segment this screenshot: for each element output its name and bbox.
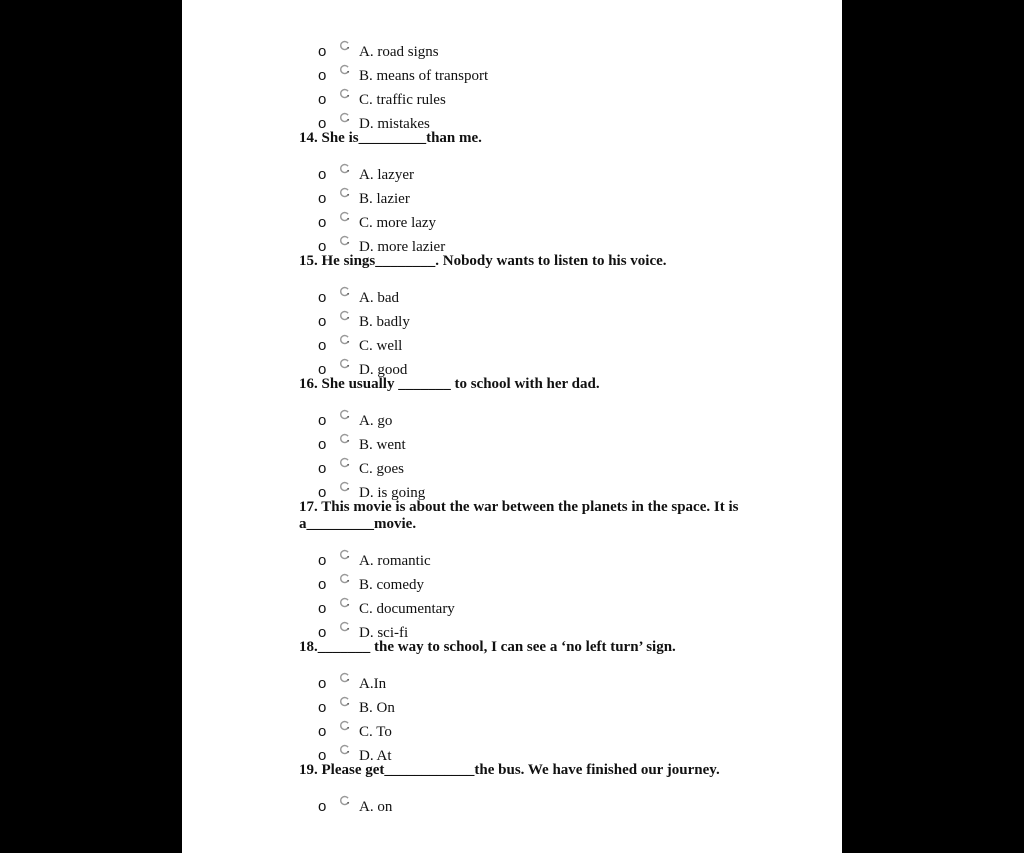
list-bullet: o xyxy=(318,361,327,378)
option-item[interactable] xyxy=(299,235,759,259)
option-label: A. on xyxy=(359,799,393,815)
list-bullet: o xyxy=(318,699,327,716)
list-bullet: o xyxy=(318,289,327,306)
option-label: C. well xyxy=(359,338,403,354)
option-item[interactable] xyxy=(299,187,759,211)
question-text: 19. Please get____________the bus. We have finished our journey. xyxy=(299,762,720,778)
option-label: D. is going xyxy=(359,485,426,501)
list-bullet: o xyxy=(318,313,327,330)
option-label: D. mistakes xyxy=(359,116,430,132)
list-bullet: o xyxy=(318,214,327,231)
option-list xyxy=(299,672,759,768)
option-label: A. go xyxy=(359,413,393,429)
radio-button-icon[interactable] xyxy=(339,795,350,806)
list-bullet: o xyxy=(318,190,327,207)
question-text: 17. This movie is about the war between the planets in the space. It is a_________movie. xyxy=(299,499,739,532)
option-label: D. sci-fi xyxy=(359,625,409,641)
option-label: C. traffic rules xyxy=(359,92,446,108)
document-page xyxy=(182,0,842,853)
option-label: C. To xyxy=(359,724,392,740)
radio-button-icon[interactable] xyxy=(339,358,350,369)
option-item[interactable] xyxy=(299,795,759,819)
radio-button-icon[interactable] xyxy=(339,672,350,683)
list-bullet: o xyxy=(318,675,327,692)
option-label: B. badly xyxy=(359,314,410,330)
option-label: C. more lazy xyxy=(359,215,437,231)
radio-button-icon[interactable] xyxy=(339,549,350,560)
radio-button-icon[interactable] xyxy=(339,457,350,468)
option-list xyxy=(299,795,759,819)
option-list xyxy=(299,163,759,259)
option-item[interactable] xyxy=(299,40,759,64)
list-bullet: o xyxy=(318,67,327,84)
option-label: A. road signs xyxy=(359,44,439,60)
radio-button-icon[interactable] xyxy=(339,409,350,420)
option-label: A.In xyxy=(359,676,387,692)
question-text: 14. She is_________than me. xyxy=(299,130,482,146)
question-text: 18._______ the way to school, I can see a ‘no left turn’ sign. xyxy=(299,639,676,655)
radio-button-icon[interactable] xyxy=(339,187,350,198)
option-list xyxy=(299,409,759,505)
list-bullet: o xyxy=(318,460,327,477)
radio-button-icon[interactable] xyxy=(339,211,350,222)
option-item[interactable] xyxy=(299,597,759,621)
option-item[interactable] xyxy=(299,310,759,334)
option-item[interactable] xyxy=(299,88,759,112)
list-bullet: o xyxy=(318,412,327,429)
radio-button-icon[interactable] xyxy=(339,286,350,297)
radio-button-icon[interactable] xyxy=(339,696,350,707)
radio-button-icon[interactable] xyxy=(339,573,350,584)
list-bullet: o xyxy=(318,238,327,255)
option-item[interactable] xyxy=(299,433,759,457)
list-bullet: o xyxy=(318,624,327,641)
radio-button-icon[interactable] xyxy=(339,235,350,246)
option-label: B. comedy xyxy=(359,577,424,593)
list-bullet: o xyxy=(318,166,327,183)
list-bullet: o xyxy=(318,337,327,354)
radio-button-icon[interactable] xyxy=(339,481,350,492)
list-bullet: o xyxy=(318,484,327,501)
radio-button-icon[interactable] xyxy=(339,310,350,321)
option-label: D. more lazier xyxy=(359,239,446,255)
radio-button-icon[interactable] xyxy=(339,334,350,345)
radio-button-icon[interactable] xyxy=(339,597,350,608)
option-label: B. went xyxy=(359,437,406,453)
option-item[interactable] xyxy=(299,112,759,136)
option-list xyxy=(299,549,759,645)
option-item[interactable] xyxy=(299,334,759,358)
option-item[interactable] xyxy=(299,481,759,505)
radio-button-icon[interactable] xyxy=(339,112,350,123)
radio-button-icon[interactable] xyxy=(339,744,350,755)
radio-button-icon[interactable] xyxy=(339,433,350,444)
option-item[interactable] xyxy=(299,573,759,597)
option-list xyxy=(299,286,759,382)
option-item[interactable] xyxy=(299,358,759,382)
option-item[interactable] xyxy=(299,286,759,310)
option-label: A. lazyer xyxy=(359,167,414,183)
option-item[interactable] xyxy=(299,64,759,88)
option-item[interactable] xyxy=(299,744,759,768)
question-text: 16. She usually _______ to school with her dad. xyxy=(299,376,600,392)
radio-button-icon[interactable] xyxy=(339,163,350,174)
list-bullet: o xyxy=(318,436,327,453)
option-label: D. At xyxy=(359,748,392,764)
radio-button-icon[interactable] xyxy=(339,621,350,632)
option-label: B. On xyxy=(359,700,395,716)
option-item[interactable] xyxy=(299,696,759,720)
radio-button-icon[interactable] xyxy=(339,88,350,99)
list-bullet: o xyxy=(318,798,327,815)
option-label: A. bad xyxy=(359,290,399,306)
list-bullet: o xyxy=(318,723,327,740)
radio-button-icon[interactable] xyxy=(339,64,350,75)
list-bullet: o xyxy=(318,600,327,617)
list-bullet: o xyxy=(318,747,327,764)
option-item[interactable] xyxy=(299,621,759,645)
list-bullet: o xyxy=(318,115,327,132)
option-label: B. lazier xyxy=(359,191,410,207)
radio-button-icon[interactable] xyxy=(339,720,350,731)
option-list xyxy=(299,40,759,136)
option-label: C. goes xyxy=(359,461,404,477)
option-item[interactable] xyxy=(299,457,759,481)
option-label: A. romantic xyxy=(359,553,431,569)
list-bullet: o xyxy=(318,43,327,60)
option-label: D. good xyxy=(359,362,408,378)
option-item[interactable] xyxy=(299,549,759,573)
quiz-content xyxy=(299,40,759,819)
option-item[interactable] xyxy=(299,672,759,696)
list-bullet: o xyxy=(318,576,327,593)
option-item[interactable] xyxy=(299,211,759,235)
list-bullet: o xyxy=(318,552,327,569)
list-bullet: o xyxy=(318,91,327,108)
question-text: 15. He sings________. Nobody wants to listen to his voice. xyxy=(299,253,667,269)
option-item[interactable] xyxy=(299,720,759,744)
option-label: C. documentary xyxy=(359,601,455,617)
radio-button-icon[interactable] xyxy=(339,40,350,51)
option-label: B. means of transport xyxy=(359,68,489,84)
option-item[interactable] xyxy=(299,163,759,187)
option-item[interactable] xyxy=(299,409,759,433)
